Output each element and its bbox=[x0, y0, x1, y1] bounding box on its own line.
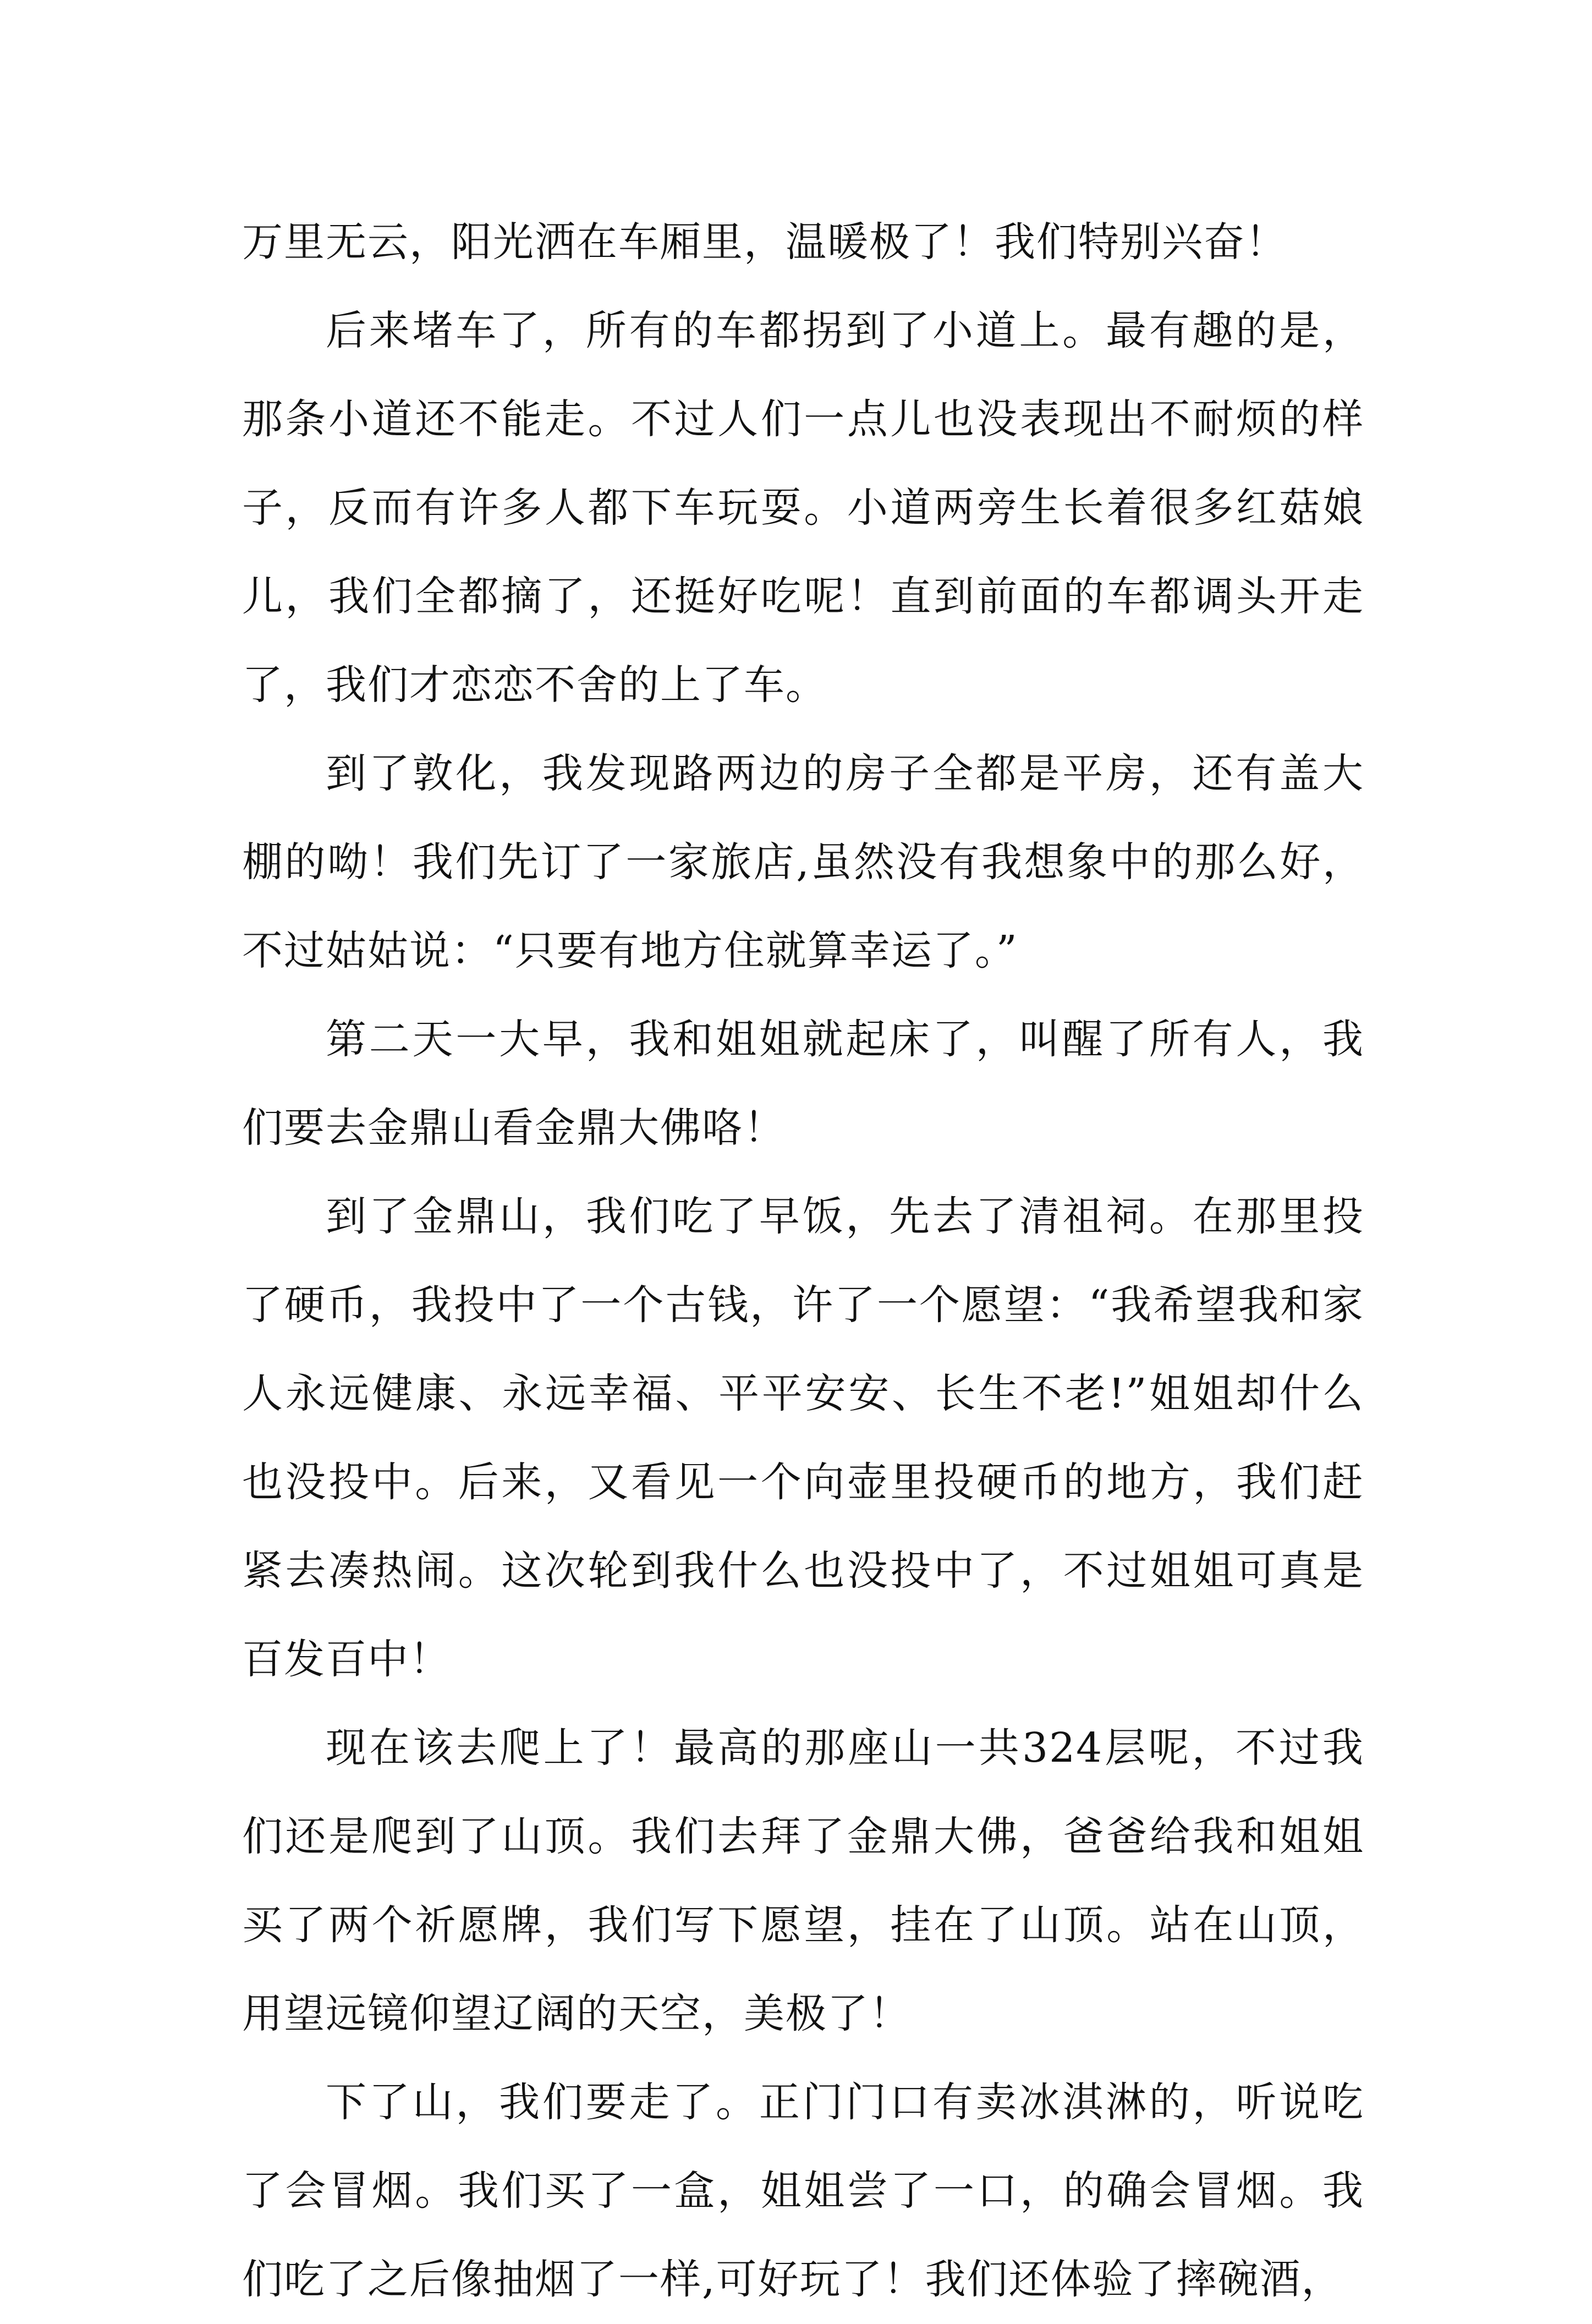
paragraph-dunhua: 到了敦化，我发现路两边的房子全都是平房，还有盖大棚的呦！我们先订了一家旅店,虽然没有我想象中的那么好，不过姑姑说：“只要有地方住就算幸运了。” bbox=[242, 750, 1364, 974]
paragraph-ice-cream: 下了山，我们要走了。正门门口有卖冰淇淋的，听说吃了会冒烟。我们买了一盒，姐姐尝了一口，的确会冒烟。我们吃了之后像抽烟了一样,可好玩了！我们还体验了摔碗酒， bbox=[242, 2079, 1364, 2303]
paragraph-next-morning: 第二天一大早，我和姐姐就起床了，叫醒了所有人，我们要去金鼎山看金鼎大佛咯！ bbox=[242, 1016, 1364, 1152]
document-body bbox=[242, 198, 1364, 2324]
paragraph-climbing: 现在该去爬上了！最高的那座山一共324层呢，不过我们还是爬到了山顶。我们去拜了金鼎大佛，爸爸给我和姐姐买了两个祈愿牌，我们写下愿望，挂在了山顶。站在山顶，用望远镜仰望辽阔的天空，美极了！ bbox=[242, 1724, 1364, 2037]
paragraph-traffic-jam: 后来堵车了，所有的车都拐到了小道上。最有趣的是，那条小道还不能走。不过人们一点儿也没表现出不耐烦的样子，反而有许多人都下车玩耍。小道两旁生长着很多红菇娘儿，我们全都摘了，还挺好吃呢！直到前面的车都调头开走了，我们才恋恋不舍的上了车。 bbox=[242, 307, 1364, 709]
paragraph-continuation: 万里无云，阳光洒在车厢里，温暖极了！我们特别兴奋！ bbox=[242, 218, 1287, 266]
paragraph-jinding-mountain: 到了金鼎山，我们吃了早饭，先去了清祖祠。在那里投了硬币，我投中了一个古钱，许了一个愿望：“我希望我和家人永远健康、永远幸福、平平安安、长生不老!”姐姐却什么也没投中。后来，又看见一个向壶里投硬币的地方，我们赶紧去凑热闹。这次轮到我什么也没投中了，不过姐姐可真是百发百中！ bbox=[242, 1193, 1364, 1683]
